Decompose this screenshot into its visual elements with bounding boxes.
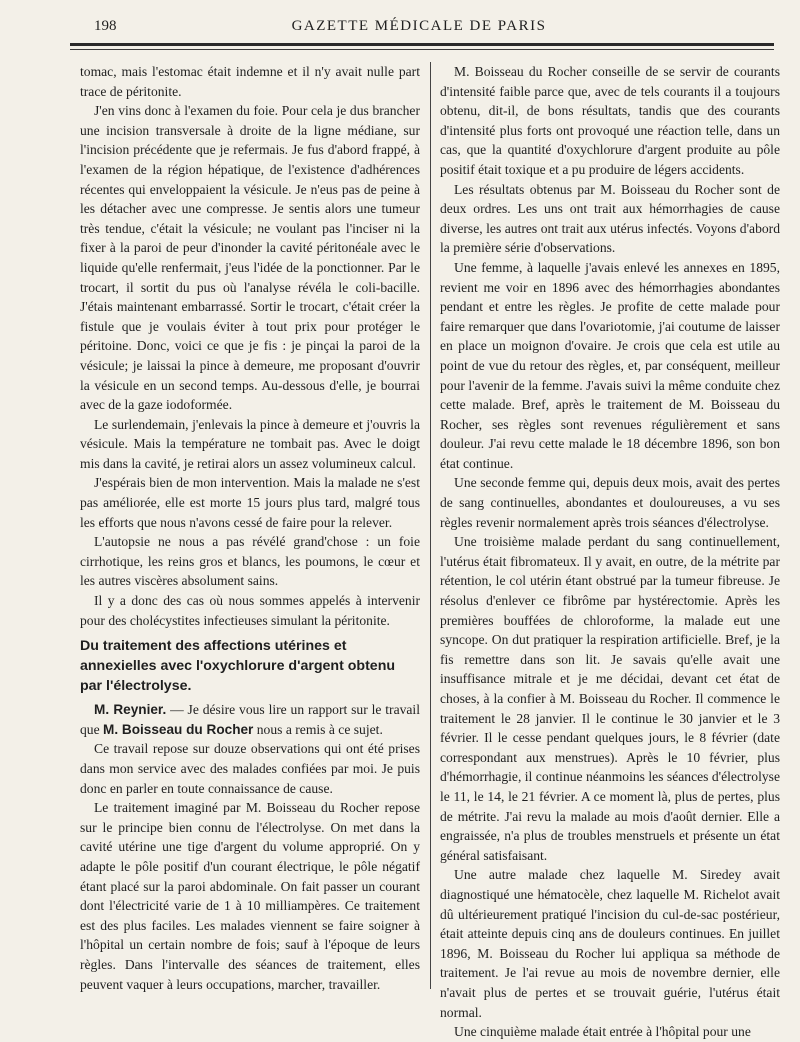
- paragraph: Une seconde femme qui, depuis deux mois, avait des pertes de sang continuelles, abondantes et douloureuses, a vu ses règles revenir normalement après trois séances d'électrolyse.: [440, 475, 780, 530]
- left-column: [80, 62, 420, 994]
- section-heading: Du traitement des affections utérines et annexielles avec l'oxychlorure d'argent obtenu par l'électrolyse.: [80, 638, 396, 695]
- page-number: 198: [94, 18, 117, 34]
- paragraph: [80, 700, 420, 739]
- paragraph: J'en vins donc à l'examen du foie. Pour cela je dus brancher une incision transversale à droite de la ligne médiane, sur l'incision précédente que je refermais. Je fus d'abord frappé, à l'examen de la région hépatique, de l'existence d'adhérences récentes qui enveloppaient la vésicule. Je n'eus pas de peine à les détacher avec une compresse. Je sentis alors une tumeur très tendue, c'était la vésicule; ne voulant pas l'inciser ni la fixer à la paroi de peur d'inonder la cavité péritonéale avec le liquide qu'elle renfermait, j'eus l'idée de la ponctionner. Par le trocart, il sortit du pus où l'analyse révéla le coli-bacille. J'étais maintenant embarrassé. Sortir le trocart, c'était créer la fistule que je voulais éviter à tout prix pour protéger le péritoine. Donc, voici ce que je fis : je pinçai la paroi de la vésicule; je laissai la pince à demeure, me proposant d'ouvrir la vésicule en un second temps. Au-dessous d'elle, je bourrai avec de la gaze iodoformée.: [80, 103, 420, 413]
- paragraph: Une cinquième malade était entrée à l'hôpital pour une: [454, 1024, 751, 1040]
- paragraph: J'espérais bien de mon intervention. Mais la malade ne s'est pas améliorée, elle est morte 15 jours plus tard, malgré tous les efforts que nous n'avons cessé de faire pour la relever.: [80, 475, 420, 530]
- paragraph: Les résultats obtenus par M. Boisseau du Rocher sont de deux ordres. Les uns ont trait aux hémorrhagies de cause diverse, les autres ont trait aux utérus infectés. Voyons d'abord la première série d'observations.: [440, 181, 780, 256]
- column-divider: [430, 62, 431, 989]
- paragraph: Ce travail repose sur douze observations qui ont été prises dans mon service avec des malades confiées par moi. Je puis donc en parler en toute connaissance de cause.: [80, 741, 420, 796]
- paragraph: Le surlendemain, j'enlevais la pince à demeure et j'ouvris la vésicule. Mais la température ne tombait pas. Avec le doigt mis dans la cavité, je retirai alors un assez volumineux calcul.: [80, 416, 420, 471]
- page-header: [66, 14, 772, 38]
- right-column: [440, 62, 780, 1042]
- header-rule-thick: [70, 43, 774, 46]
- paragraph: L'autopsie ne nous a pas révélé grand'chose : un foie cirrhotique, les reins gros et blancs, les poumons, le cœur et les autres viscères absolument sains.: [80, 534, 420, 589]
- text-run: — Je désire vous lire un rapport sur le travail que: [80, 702, 420, 737]
- paragraph: Une femme, à laquelle j'avais enlevé les annexes en 1895, revient me voir en 1896 avec des hémorrhagies abondantes pendant et entre les règles. Je profite de cette malade pour faire remarquer que dans l'ovariotomie, j'ai coutume de laisser en place un moignon d'ovaire. Je crois que cela est utile au point de vue du retour des règles, et, par conséquent, meilleur pour l'avenir de la femme. J'avais suivi la même conduite chez cette malade. Bref, après le traitement de M. Boisseau du Rocher, ses règles sont revenues régulièrement et sans douleur. J'ai revu cette malade le 18 décembre 1896, son bon état continue.: [440, 259, 780, 471]
- paragraph: Une troisième malade perdant du sang continuellement, l'utérus était fibromateux. Il y avait, en outre, de la métrite par rétention, le col utérin étant obstrué par la tumeur fibreuse. Je résolus d'enlever ce fibrôme par hystérectomie. Après les premières bouffées de chloroforme, la malade eut une syncope. On dut pratiquer la respiration artificielle. Bref, je la fis remettre dans son lit. Je savais qu'elle avait une insuffisance mitrale et je me décidai, devant cet état de choses, à la confier à M. Boisseau du Rocher. Il commence le traitement le 28 janvier. Il le continue le 30 janvier et le 3 février. Il le cesse pendant quelques jours, le 8 février (date correspondant aux menstrues). Après le 10 février, plus d'hémorrhagie, il continue néanmoins les séances d'électrolyse le 11, le 14, le 21 février. A ce moment là, plus de pertes, plus de métrite. J'ai revu la malade au mois d'août dernier. Elle a engraissée, n'a plus de troubles menstruels et présente un état général satisfaisant.: [440, 534, 780, 863]
- header-rule-thin: [70, 49, 774, 50]
- paragraph: Une autre malade chez laquelle M. Siredey avait diagnostiqué une hématocèle, chez laquelle M. Richelot avait dû ultérieurement pratiqué l'incision du cul-de-sac postérieur, était atteinte depuis cinq ans de douleurs continues. En juillet 1896, M. Boisseau du Rocher lui appliqua sa méthode de traitement. Je l'ai revue au mois de novembre dernier, elle n'avait plus de pertes et se trouvait guérie, l'utérus était normal.: [440, 867, 780, 1020]
- paragraph: M. Boisseau du Rocher conseille de se servir de courants d'intensité faible parce que, avec de tels courants il a toujours obtenu, dit-il, de bons résultats, tandis que des courants d'intensité plus forts ont provoqué une réaction telle, dans un cas, que la quantité d'oxychlorure d'argent produite au pôle positif était toxique et a pu produire de légers accidents.: [440, 64, 780, 177]
- paragraph: Il y a donc des cas où nous sommes appelés à intervenir pour des cholécystites infectieuses simulant la péritonite.: [80, 593, 420, 628]
- journal-title: GAZETTE MÉDICALE DE PARIS: [291, 18, 547, 34]
- author-name: M. Boisseau du Rocher: [103, 721, 254, 737]
- paragraph: Le traitement imaginé par M. Boisseau du Rocher repose sur le principe bien connu de l'électrolyse. On met dans la cavité utérine une tige d'argent du volume approprié. On y adapte le pôle positif d'un courant électrique, le pôle négatif étant placé sur la paroi abdominale. On fait passer un courant dont l'électricité varie de 1 à 10 milliampères. Ce traitement est des plus faciles. Les malades viennent se faire soigner à l'hôpital un certain nombre de fois; sauf à l'époque de leurs règles. Dans l'intervalle des séances de traitement, elles peuvent vaquer à leurs occupations, marcher, travailler.: [80, 800, 420, 992]
- speaker-name: M. Reynier.: [94, 702, 167, 718]
- paragraph: tomac, mais l'estomac était indemne et il n'y avait nulle part trace de péritonite.: [80, 64, 420, 99]
- text-run: nous a remis à ce sujet.: [253, 721, 383, 737]
